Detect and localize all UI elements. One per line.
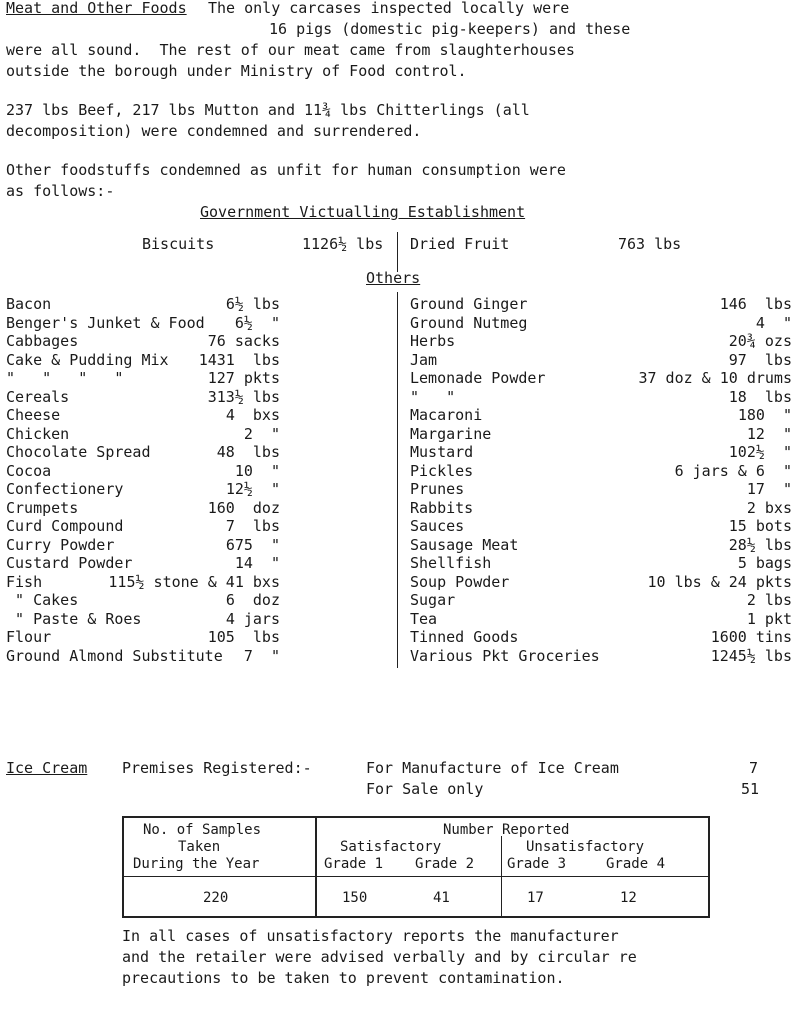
- others-item-qty: 1 pkt: [746, 609, 792, 628]
- others-item-name: Curry Powder: [6, 535, 115, 554]
- others-item-qty: 4 jars: [225, 609, 280, 628]
- table-cell-taken: 220: [203, 890, 229, 906]
- others-item-qty: 10 lbs & 24 pkts: [647, 572, 792, 591]
- others-item-name: Tea: [410, 609, 438, 628]
- others-item-name: Ground Ginger: [410, 295, 528, 313]
- others-item-qty: 12 ": [746, 424, 792, 443]
- others-item-name: Crumpets: [6, 498, 79, 517]
- others-item-qty: 6½ lbs: [225, 295, 280, 313]
- others-item-name: " Paste & Roes: [6, 609, 142, 628]
- others-item-name: Cereals: [6, 387, 70, 406]
- others-item-name: Confectionery: [6, 480, 124, 498]
- others-item-qty: 180 ": [737, 406, 792, 424]
- others-item-name: Cabbages: [6, 332, 79, 350]
- others-item-qty: 48 lbs: [216, 443, 280, 461]
- condemned-line: 237 lbs Beef, 217 lbs Mutton and 11¾ lbs Chitterlings (all: [6, 101, 530, 119]
- table-cell-grade3: 17: [527, 890, 544, 906]
- others-item-qty: 18 lbs: [728, 387, 792, 406]
- meat-intro-line: 16 pigs (domestic pig-keepers) and these: [269, 20, 631, 38]
- gov-divider: [397, 232, 398, 272]
- table-col-header: No. of Samples: [143, 822, 262, 838]
- others-item-qty: 20¾ ozs: [728, 332, 792, 350]
- others-item-name: Custard Powder: [6, 554, 133, 572]
- others-item-qty: 4 bxs: [225, 406, 280, 424]
- others-item-qty: 7 ": [243, 646, 280, 665]
- table-grade-header: Grade 1: [324, 856, 384, 872]
- others-item-qty: 15 bots: [728, 517, 792, 535]
- meat-intro-line: The only carcases inspected locally were: [208, 0, 570, 17]
- others-item-name: " " " ": [6, 369, 124, 387]
- closing-line: precautions to be taken to prevent contamination.: [122, 969, 565, 987]
- others-item-qty: 1600 tins: [710, 628, 792, 646]
- others-item-qty: 675 ": [225, 535, 280, 554]
- others-item-name: Bacon: [6, 295, 52, 313]
- others-item-qty: 1245½ lbs: [710, 646, 792, 665]
- others-item-name: Flour: [6, 628, 52, 646]
- others-item-name: Prunes: [410, 480, 465, 498]
- others-item-name: Ground Almond Substitute: [6, 646, 223, 665]
- ice-cream-heading: Ice Cream: [6, 759, 88, 777]
- others-item-name: Pickles: [410, 461, 474, 480]
- gov-left-item: Biscuits: [142, 235, 215, 253]
- other-foodstuffs-line: Other foodstuffs condemned as unfit for human consumption were: [6, 161, 566, 179]
- closing-line: and the retailer were advised verbally and by circular re: [122, 948, 637, 966]
- table-row-divider: [122, 876, 708, 877]
- others-item-name: Cake & Pudding Mix: [6, 350, 169, 369]
- others-item-qty: 1431 lbs: [198, 350, 280, 369]
- others-item-name: Benger's Junket & Food: [6, 313, 205, 332]
- meat-intro-line: outside the borough under Ministry of Food control.: [6, 62, 467, 80]
- others-divider: [397, 292, 398, 668]
- others-item-qty: 115½ stone & 41 bxs: [108, 572, 280, 591]
- others-item-qty: 17 ": [746, 480, 792, 498]
- table-col-header: Taken: [178, 839, 221, 855]
- others-item-qty: 5 bags: [737, 554, 792, 572]
- others-item-name: Shellfish: [410, 554, 492, 572]
- others-item-qty: 160 doz: [207, 498, 280, 517]
- table-cell-grade2: 41: [433, 890, 450, 906]
- others-item-name: Jam: [410, 350, 438, 369]
- others-item-qty: 6 jars & 6 ": [674, 461, 792, 480]
- others-item-name: Soup Powder: [410, 572, 510, 591]
- table-grade-header: Grade 2: [415, 856, 475, 872]
- other-foodstuffs-line: as follows:-: [6, 182, 115, 200]
- table-reported-header: Number Reported: [443, 822, 570, 838]
- table-grade-header: Grade 3: [507, 856, 567, 872]
- others-item-qty: 37 doz & 10 drums: [638, 369, 792, 387]
- others-item-qty: 97 lbs: [728, 350, 792, 369]
- others-item-name: Cheese: [6, 406, 61, 424]
- gov-left-qty: 1126½ lbs: [302, 235, 384, 253]
- premises-registered: Premises Registered:-: [122, 759, 312, 777]
- others-item-qty: 28½ lbs: [728, 535, 792, 554]
- others-item-name: Sugar: [410, 591, 456, 609]
- table-unsatisfactory-header: Unsatisfactory: [526, 839, 645, 855]
- others-item-qty: 2 lbs: [746, 591, 792, 609]
- others-item-qty: 127 pkts: [207, 369, 280, 387]
- others-item-name: " Cakes: [6, 591, 79, 609]
- others-heading: Others: [366, 269, 421, 287]
- others-item-name: Curd Compound: [6, 517, 124, 535]
- others-item-name: Various Pkt Groceries: [410, 646, 600, 665]
- others-item-qty: 313½ lbs: [207, 387, 280, 406]
- others-item-qty: 6½ ": [234, 313, 280, 332]
- others-item-qty: 10 ": [234, 461, 280, 480]
- others-item-qty: 105 lbs: [207, 628, 280, 646]
- others-item-name: Cocoa: [6, 461, 52, 480]
- others-item-name: Tinned Goods: [410, 628, 519, 646]
- table-satisfactory-header: Satisfactory: [340, 839, 442, 855]
- others-item-name: Chocolate Spread: [6, 443, 151, 461]
- table-grade-header: Grade 4: [606, 856, 666, 872]
- others-item-qty: 4 ": [755, 313, 792, 332]
- manufacture-count: 7: [749, 759, 759, 777]
- others-item-name: " ": [410, 387, 456, 406]
- meat-intro-line: were all sound. The rest of our meat came from slaughterhouses: [6, 41, 575, 59]
- others-item-qty: 2 ": [243, 424, 280, 443]
- condemned-line: decomposition) were condemned and surrendered.: [6, 122, 422, 140]
- closing-line: In all cases of unsatisfactory reports the manufacturer: [122, 927, 619, 945]
- others-item-name: Chicken: [6, 424, 70, 443]
- others-item-qty: 2 bxs: [746, 498, 792, 517]
- others-item-qty: 146 lbs: [719, 295, 792, 313]
- meat-heading: Meat and Other Foods: [6, 0, 187, 17]
- sale-count: 51: [741, 780, 760, 798]
- manufacture-label: For Manufacture of Ice Cream: [366, 759, 619, 777]
- others-item-qty: 6 doz: [225, 591, 280, 609]
- table-col-header: During the Year: [133, 856, 260, 872]
- others-item-name: Sauces: [410, 517, 465, 535]
- others-item-name: Sausage Meat: [410, 535, 519, 554]
- gov-right-item: Dried Fruit: [410, 235, 510, 253]
- others-item-name: Herbs: [410, 332, 456, 350]
- gov-right-qty: 763 lbs: [618, 235, 682, 253]
- others-item-name: Margarine: [410, 424, 492, 443]
- others-item-name: Rabbits: [410, 498, 474, 517]
- others-item-name: Fish: [6, 572, 43, 591]
- others-item-name: Lemonade Powder: [410, 369, 546, 387]
- others-item-qty: 12½ ": [225, 480, 280, 498]
- government-heading: Government Victualling Establishment: [200, 203, 526, 221]
- others-item-qty: 7 lbs: [225, 517, 280, 535]
- others-item-name: Macaroni: [410, 406, 483, 424]
- others-item-qty: 102½ ": [728, 443, 792, 461]
- others-item-qty: 14 ": [234, 554, 280, 572]
- sale-label: For Sale only: [366, 780, 484, 798]
- others-item-name: Ground Nutmeg: [410, 313, 528, 332]
- table-cell-grade4: 12: [620, 890, 637, 906]
- table-cell-grade1: 150: [342, 890, 368, 906]
- table-divider: [315, 816, 317, 916]
- others-item-name: Mustard: [410, 443, 474, 461]
- table-grade-divider: [501, 836, 502, 916]
- others-item-qty: 76 sacks: [207, 332, 280, 350]
